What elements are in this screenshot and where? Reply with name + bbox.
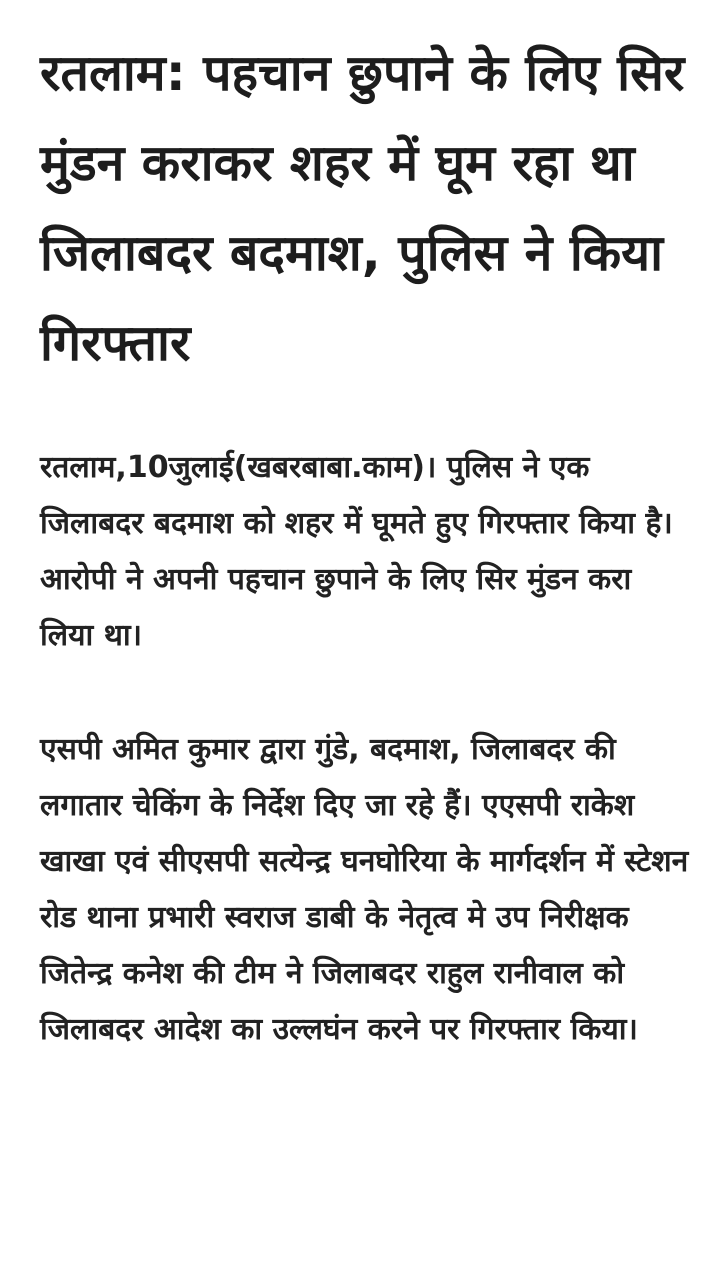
article xyxy=(40,28,690,1058)
article-paragraph-details: एसपी अमित कुमार द्वारा गुंडे, बदमाश, जिलाबदर की लगातार चेकिंग के निर्देश दिए जा रहे हैं। एएसपी राकेश खाखा एवं सीएसपी सत्येन्द्र घनघोरिया के मार्गदर्शन में स्टेशन रोड थाना प्रभारी स्वराज डाबी के नेतृत्व मे उप निरीक्षक जितेन्द्र कनेश की टीम ने जिलाबदर राहुल रानीवाल को जिलाबदर आदेश का उल्लघंन करने पर गिरफ्तार किया। xyxy=(40,732,689,1047)
article-paragraph-intro: रतलाम,10जुलाई(खबरबाबा.काम)। पुलिस ने एक जिलाबदर बदमाश को शहर में घूमते हुए गिरफ्तार किया है। आरोपी ने अपनी पहचान छुपाने के लिए सिर मुंडन करा लिया था। xyxy=(40,450,673,653)
article-headline: रतलाम: पहचान छुपाने के लिए सिर मुंडन कराकर शहर में घूम रहा था जिलाबदर बदमाश, पुलिस ने किया गिरफ्तार xyxy=(40,44,685,372)
